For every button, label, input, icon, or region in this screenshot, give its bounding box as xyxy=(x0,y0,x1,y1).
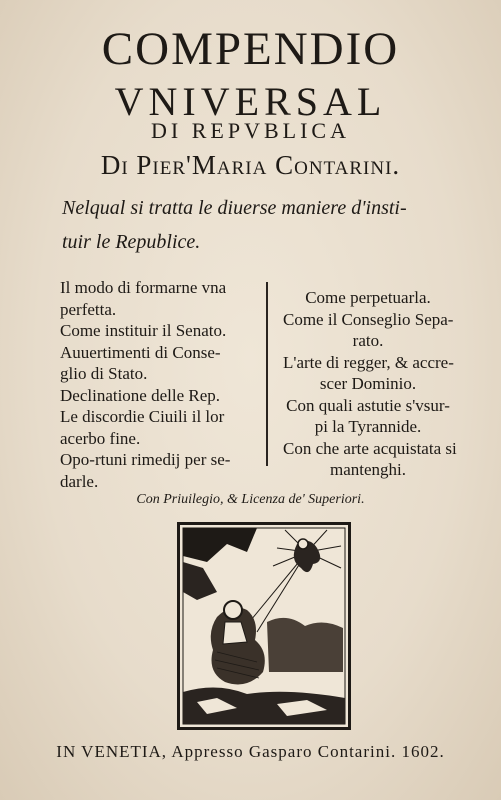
contents-left-column xyxy=(60,277,260,492)
contents-right-line: mantenghi. xyxy=(329,460,406,479)
contents-left-line: Opo-rtuni rimedij per se- xyxy=(60,450,231,469)
contents-left-line: darle. xyxy=(60,471,99,491)
contents-right-line: Come perpetuarla. xyxy=(305,288,431,307)
contents-left-line: acerbo fine. xyxy=(60,428,141,448)
privilege-line: Con Priuilegio, & Licenza de' Superiori. xyxy=(136,492,365,507)
contents-right-line: L'arte di regger, & accre- xyxy=(283,352,454,372)
contents-right-column xyxy=(283,287,457,481)
contents-right-line: rato. xyxy=(352,331,384,350)
contents-right-line: scer Dominio. xyxy=(319,374,417,393)
column-divider xyxy=(266,282,268,466)
title-line-3: DI REPVBLICA xyxy=(151,118,350,143)
subtitle-line-2: tuir le Republice. xyxy=(62,231,201,253)
contents-right-line: Come il Conseglio Sepa- xyxy=(283,309,454,329)
contents-left-line: perfetta. xyxy=(60,299,117,319)
contents-right-line: pi la Tyrannide. xyxy=(314,417,422,436)
subtitle-line-1: Nelqual si tratta le diuerse maniere d'insti- xyxy=(62,197,407,219)
contents-left-line: Il modo di formarne vna xyxy=(60,278,227,297)
contents-left-line: Le discordie Ciuili il lor xyxy=(60,407,225,426)
woodcut-illustration xyxy=(177,522,351,730)
contents-left-line: Declinatione delle Rep. xyxy=(60,385,221,405)
contents-right-line: Con quali astutie s'vsur- xyxy=(286,395,450,415)
contents-left-line: Auuertimenti di Conse- xyxy=(60,342,221,362)
contents-left-line: Come instituir il Senato. xyxy=(60,321,227,340)
title-line-1: COMPENDIO xyxy=(101,23,400,75)
contents-right-line: Con che arte acquistata si xyxy=(283,438,457,458)
author-line: Di Pier'Maria Contarini. xyxy=(100,150,401,180)
imprint-line: IN VENETIA, Appresso Gasparo Contarini. 1602. xyxy=(56,742,445,761)
contents-left-line: glio di Stato. xyxy=(60,364,148,383)
title-line-2: VNIVERSAL xyxy=(114,79,387,124)
